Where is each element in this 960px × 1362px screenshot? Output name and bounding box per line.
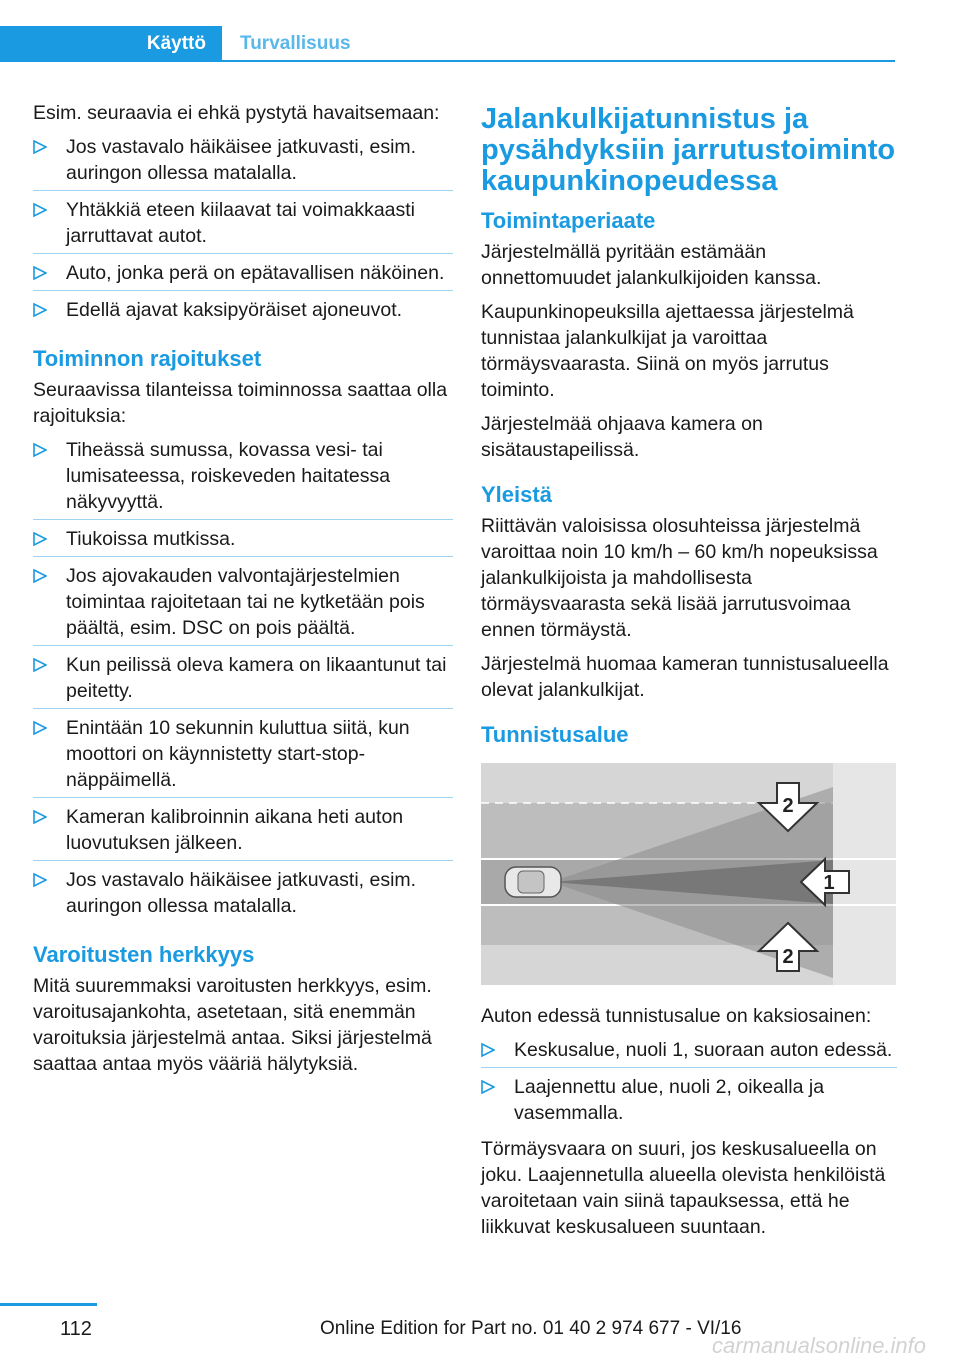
list-item: Keskusalue, nuoli 1, suoraan auton edessä. [481,1037,897,1068]
triangle-bullet-icon [33,810,47,824]
list-item: Tiheässä sumussa, kovassa vesi- tai lumisateessa, roiskeveden haitatessa näkyvyyttä. [33,437,453,520]
triangle-bullet-icon [33,873,47,887]
limits-text: Seuraavissa tilanteissa toiminnossa saattaa olla rajoituksia: [33,379,448,427]
triangle-bullet-icon [33,266,47,280]
svg-text:1: 1 [823,872,835,894]
triangle-bullet-icon [33,203,47,217]
footer-rule [0,1303,97,1306]
triangle-bullet-icon [33,721,47,735]
tab-kaytto[interactable]: Käyttö [0,26,222,62]
detection-heading: Tunnistusalue [481,722,629,747]
list-item: Kun peilissä oleva kamera on likaantunut tai peitetty. [33,652,453,709]
principle-heading: Toimintaperiaate [481,208,656,233]
limits-heading: Toiminnon rajoitukset [33,346,262,371]
detection-area-figure [481,763,896,985]
principle-p2: Kaupunkinopeuksilla ajettaessa järjestelmä tunnistaa jalankulkijat ja varoittaa törmäysvaarasta. Siinä on myös jarrutus toiminto. [481,301,854,401]
intro-list [33,134,453,327]
general-heading: Yleistä [481,482,552,507]
page-number: 112 [60,1318,92,1340]
list-item: Jos vastavalo häikäisee jatkuvasti, esim. auringon ollessa matalalla. [33,867,453,923]
list-item: Edellä ajavat kaksipyöräiset ajoneuvot. [33,297,453,327]
triangle-bullet-icon [33,532,47,546]
tab-turvallisuus[interactable]: Turvallisuus [240,33,351,54]
list-item: Kameran kalibroinnin aikana heti auton luovutuksen jälkeen. [33,804,453,861]
header-divider [222,60,895,62]
list-item: Laajennettu alue, nuoli 2, oikealla ja vasemmalla. [481,1074,897,1130]
intro-text: Esim. seuraavia ei ehkä pystytä havaitsemaan: [33,102,440,124]
principle-p3: Järjestelmää ohjaava kamera on sisätaustapeilissä. [481,413,763,461]
header [0,26,895,62]
triangle-bullet-icon [33,569,47,583]
sensitivity-text: Mitä suuremmaksi varoitusten herkkyys, esim. varoitusajankohta, asetetaan, sitä enemmän varoituksia järjestelmä antaa. Siksi järjestelmä saattaa antaa myös vääriä hälytyksiä. [33,975,432,1075]
triangle-bullet-icon [33,140,47,154]
limits-list [33,437,453,923]
general-p2: Järjestelmä huomaa kameran tunnistusalueella olevat jalankulkijat. [481,653,889,701]
list-item: Enintään 10 sekunnin kuluttua siitä, kun moottori on käynnistetty start-stop-näppäimellä. [33,715,453,798]
watermark: carmanualsonline.info [712,1333,927,1358]
general-p1: Riittävän valoisissa olosuhteissa järjestelmä varoittaa noin 10 km/h – 60 km/h nopeuksissa jalankulkijoista ja mahdollisesta törmäysvaarasta sekä lisää jarrutusvoimaa ennen törmäystä. [481,515,878,641]
list-item: Tiukoissa mutkissa. [33,526,453,557]
car-icon [505,867,561,897]
triangle-bullet-icon [33,443,47,457]
list-item: Auto, jonka perä on epätavallisen näköinen. [33,260,453,291]
right-column [481,100,897,1248]
svg-text:2: 2 [782,946,794,968]
list-item: Yhtäkkiä eteen kiilaavat tai voimakkaasti jarruttavat autot. [33,197,453,254]
triangle-bullet-icon [481,1043,495,1057]
list-item: Jos ajovakauden valvontajärjestelmien toimintaa rajoitetaan tai ne kytketään pois päältä, esim. DSC on pois päältä. [33,563,453,646]
triangle-bullet-icon [481,1080,495,1094]
detection-final: Törmäysvaara on suuri, jos keskusalueella on joku. Laajennetulla alueella olevista henkilöistä varoitetaan vain siinä tapauksessa, että he liikkuvat keskusalueen suuntaan. [481,1138,886,1238]
detection-text: Auton edessä tunnistusalue on kaksiosainen: [481,1005,872,1027]
principle-p1: Järjestelmällä pyritään estämään onnettomuudet jalankulkijoiden kanssa. [481,241,822,289]
section-title: Jalankulkijatunnistus ja pysähdyksiin jarrutustoiminto kaupunkinopeudessa [481,103,896,197]
triangle-bullet-icon [33,658,47,672]
list-item: Jos vastavalo häikäisee jatkuvasti, esim. auringon ollessa matalalla. [33,134,453,191]
triangle-bullet-icon [33,303,47,317]
edition-text: Online Edition for Part no. 01 40 2 974 677 - VI/16 [320,1318,742,1339]
sensitivity-heading: Varoitusten herkkyys [33,942,255,967]
left-column [33,100,453,1085]
detection-list [481,1037,897,1130]
svg-text:2: 2 [782,795,794,817]
